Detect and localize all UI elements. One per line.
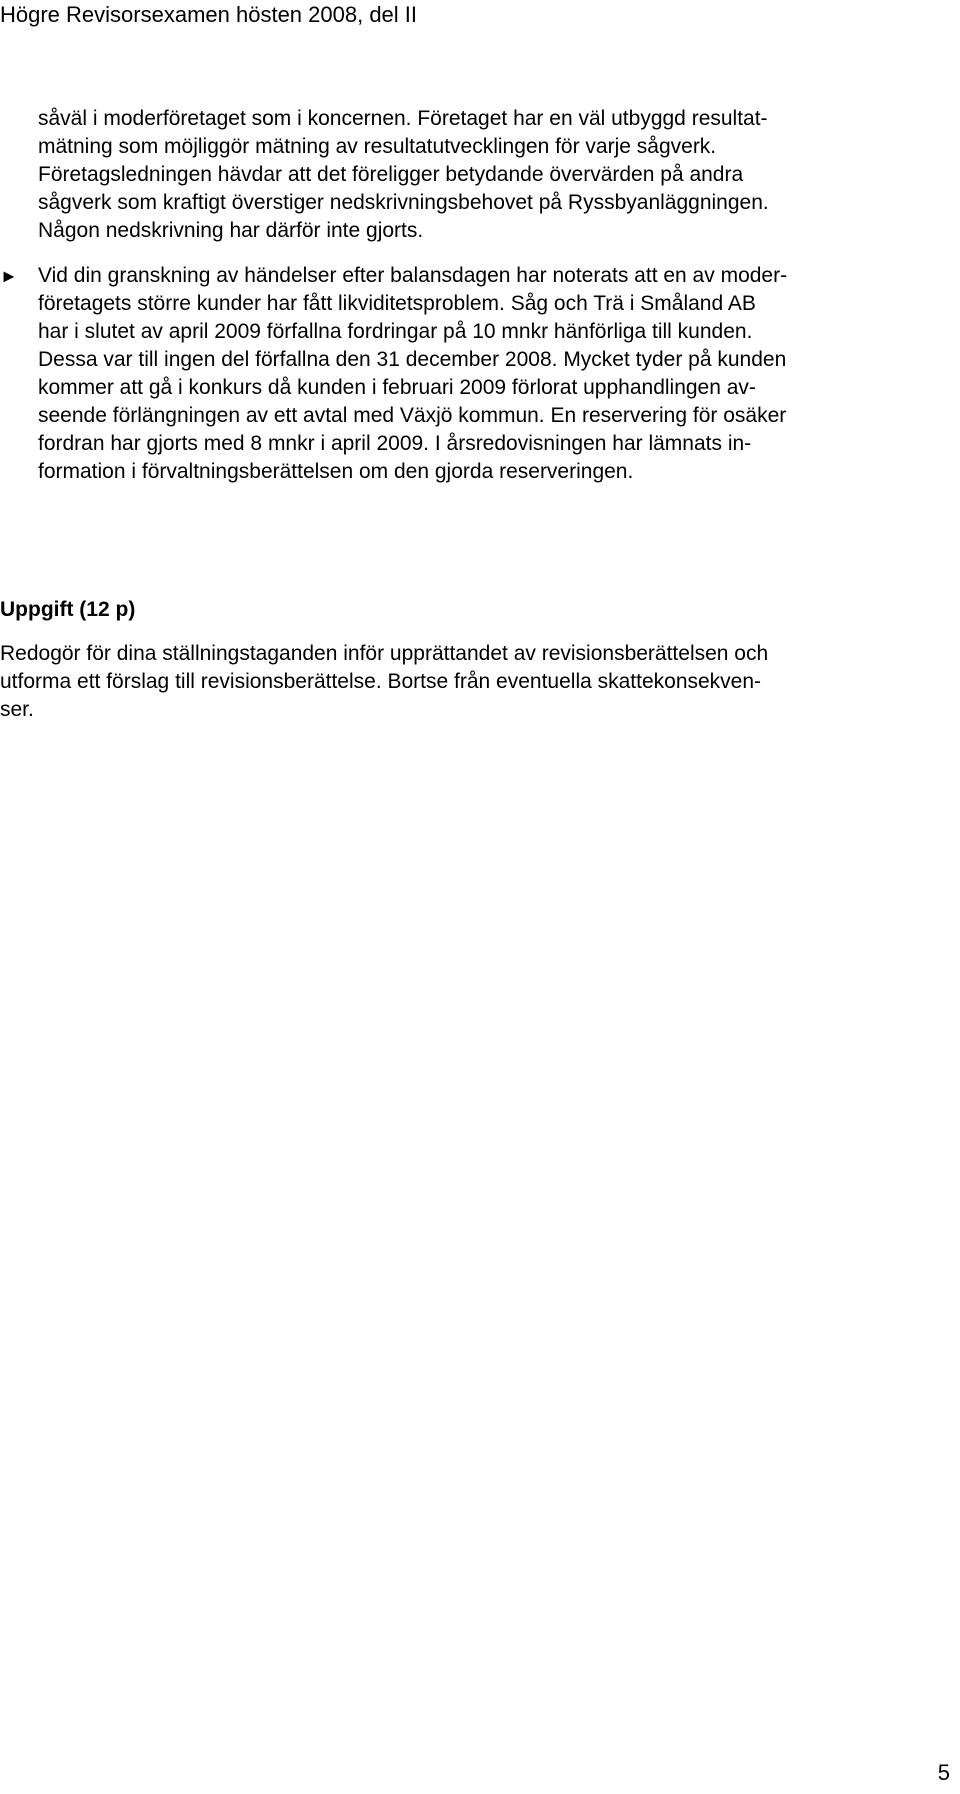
bullet-arrow-icon: ► (0, 266, 18, 286)
paragraph-line: sågverk som kraftigt överstiger nedskrivningsbehovet på Ryssbyanläggningen. (38, 191, 769, 214)
bullet-line: seende förlängningen av ett avtal med Växjö kommun. En reservering för osäker (38, 404, 787, 427)
task-heading: Uppgift (12 p) (0, 598, 136, 621)
bullet-line: Vid din granskning av händelser efter balansdagen har noterats att en av moder- (38, 264, 788, 287)
paragraph-line: mätning som möjliggör mätning av resultatutvecklingen för varje sågverk. (38, 135, 717, 158)
bullet-text (38, 262, 943, 486)
task-line: Redogör för dina ställningstaganden inför upprättandet av revisionsberättelsen och (0, 642, 769, 665)
bullet-line: har i slutet av april 2009 förfallna fordringar på 10 mnkr hänförliga till kunden. (38, 320, 753, 343)
page-header: Högre Revisorsexamen hösten 2008, del II (0, 2, 418, 27)
paragraph-line: såväl i moderföretaget som i koncernen. Företaget har en väl utbyggd resultat- (38, 107, 768, 130)
bullet-line: kommer att gå i konkurs då kunden i februari 2009 förlorat upphandlingen av- (38, 376, 756, 399)
paragraph-line: Företagsledningen hävdar att det föreligger betydande övervärden på andra (38, 163, 744, 186)
task-body (0, 640, 945, 724)
page-number: 5 (937, 1760, 950, 1785)
continuation-paragraph (38, 105, 943, 245)
bullet-line: formation i förvaltningsberättelsen om den gjorda reserveringen. (38, 460, 634, 483)
bullet-line: fordran har gjorts med 8 mnkr i april 2009. I årsredovisningen har lämnats in- (38, 432, 752, 455)
task-line: utforma ett förslag till revisionsberättelse. Bortse från eventuella skattekonsekven- (0, 670, 762, 693)
bullet-line: företagets större kunder har fått likviditetsproblem. Såg och Trä i Småland AB (38, 292, 756, 315)
task-line: ser. (0, 698, 34, 721)
paragraph-line: Någon nedskrivning har därför inte gjorts. (38, 219, 424, 242)
bullet-line: Dessa var till ingen del förfallna den 31 december 2008. Mycket tyder på kunden (38, 348, 787, 371)
